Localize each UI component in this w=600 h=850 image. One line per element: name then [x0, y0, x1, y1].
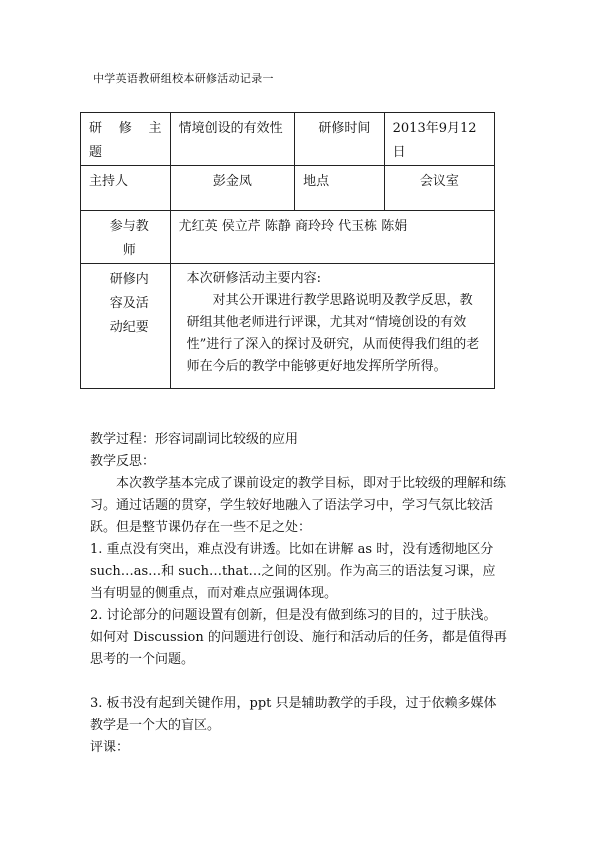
content-label: 研修内容及活动纪要 — [109, 272, 149, 335]
content-intro: 本次研修活动主要内容: — [186, 271, 321, 286]
teachers-label: 参与教师 — [109, 219, 149, 258]
table-row — [81, 166, 495, 211]
teachers-label-cell — [81, 211, 171, 264]
reflection-heading: 教学反思： — [90, 454, 156, 469]
time-label: 研修时间 — [318, 121, 371, 136]
place-value-cell — [384, 166, 494, 211]
reflection-intro: 本次教学基本完成了课前设定的教学目标，即对于比较级的理解和练习。通过话题的贯穿，学生较好地融入了语法学习中，学习气氛比较活跃。但是整节课仍存在一些不足之处： — [90, 476, 507, 535]
host-label: 主持人 — [89, 174, 129, 189]
comment-heading: 评课： — [90, 740, 130, 755]
host-label-cell — [81, 166, 171, 211]
place-label-cell — [295, 166, 385, 211]
content-text: 对其公开课进行教学思路说明及教学反思，教研组其他老师进行评课，尤其对“情境创设的有效性”进行了深入的探讨及研究，从而使得我们组的老师在今后的教学中能够更好地发挥所学所得。 — [186, 293, 480, 374]
host-value: 彭金凤 — [212, 174, 252, 189]
activity-record-table — [80, 112, 495, 389]
time-value-cell — [384, 113, 494, 166]
subject-value-cell — [170, 113, 295, 166]
document-body — [90, 429, 508, 759]
content-value-cell — [170, 264, 494, 389]
place-value: 会议室 — [419, 174, 459, 189]
table-row — [81, 113, 495, 166]
teachers-value-cell — [170, 211, 494, 264]
host-value-cell — [170, 166, 295, 211]
reflection-point-3: 3. 板书没有起到关键作用，ppt 只是辅助教学的手段，过于依赖多媒体教学是一个大的盲区。 — [90, 696, 497, 733]
reflection-point-1: 1. 重点没有突出，难点没有讲透。比如在讲解 as 时，没有透彻地区分 such…as…和 such…that…之间的区别。作为高三的语法复习课，应当有明显的侧重点，而对难点应强调体现。 — [90, 542, 496, 601]
time-value: 2013年9月12日 — [392, 121, 477, 160]
time-label-cell — [295, 113, 385, 166]
reflection-point-2: 2. 讨论部分的问题设置有创新，但是没有做到练习的目的，过于肤浅。如何对 Discussion 的问题进行创设、施行和活动后的任务，都是值得再思考的一个问题。 — [90, 608, 507, 667]
teachers-value: 尤红英 侯立芹 陈静 商玲玲 代玉栋 陈娟 — [178, 219, 408, 234]
table-row — [81, 264, 495, 389]
content-label-cell — [81, 264, 171, 389]
subject-label-char: 研 — [89, 121, 103, 136]
document-title: 中学英语教研组校本研修活动记录一 — [93, 72, 274, 85]
subject-label-char: 修 — [118, 121, 132, 136]
place-label: 地点 — [303, 174, 330, 189]
teaching-process: 教学过程：形容词副词比较级的应用 — [90, 432, 299, 447]
subject-value: 情境创设的有效性 — [178, 121, 283, 136]
subject-label-char: 主 — [148, 121, 162, 136]
table-row — [81, 211, 495, 264]
subject-label-cell — [81, 113, 171, 166]
subject-label-char: 题 — [89, 145, 103, 160]
